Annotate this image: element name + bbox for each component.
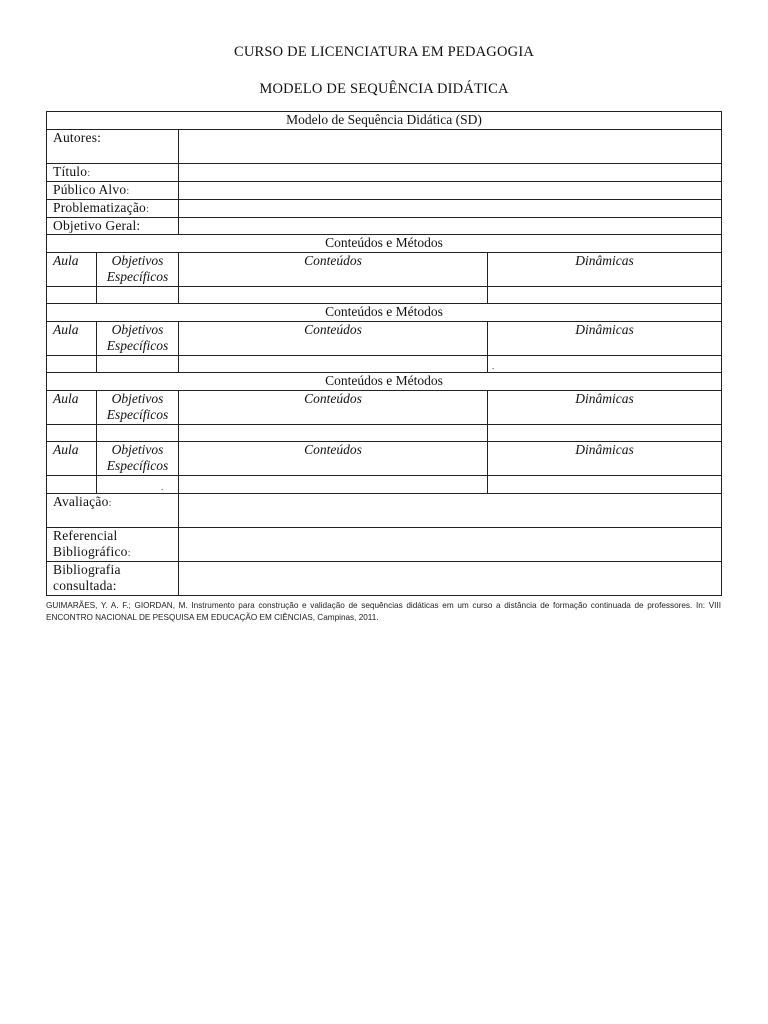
table-title: Modelo de Sequência Didática (SD) xyxy=(47,112,722,130)
column-header-objetivos: Objetivos Específicos xyxy=(97,391,179,425)
column-header-dinamicas: Dinâmicas xyxy=(488,253,722,287)
label-publico-alvo: Público Alvo: xyxy=(47,182,179,200)
cell-objetivos[interactable] xyxy=(97,356,179,373)
cell-conteudos[interactable] xyxy=(179,425,488,442)
cell-objetivos[interactable] xyxy=(97,476,179,494)
label-titulo: Título: xyxy=(47,164,179,182)
reference-citation: GUIMARÃES, Y. A. F.; GIORDAN, M. Instrumento para construção e validação de sequências didáticas em um curso a distância de formação continuada de professores. In: VIII ENCONTRO NACIONAL DE PESQUISA EM EDUCAÇÃO EM CIÊNCIAS, Campinas, 2011. xyxy=(46,601,721,622)
cell-conteudos[interactable] xyxy=(179,476,488,494)
cell-objetivos[interactable] xyxy=(97,425,179,442)
label-objetivo-geral: Objetivo Geral: xyxy=(47,218,179,235)
section-title: Conteúdos e Métodos xyxy=(47,235,722,253)
label-bibliografia-consultada: Bibliografia consultada: xyxy=(47,562,179,596)
column-header-objetivos: Objetivos Específicos xyxy=(97,253,179,287)
column-header-conteudos: Conteúdos xyxy=(179,442,488,476)
column-header-aula: Aula xyxy=(47,322,97,356)
label-avaliacao: Avaliação: xyxy=(47,494,179,528)
cell-aula[interactable] xyxy=(47,425,97,442)
section-title: Conteúdos e Métodos xyxy=(47,304,722,322)
field-problematizacao[interactable] xyxy=(179,200,722,218)
field-avaliacao[interactable] xyxy=(179,494,722,528)
field-bibliografia-consultada[interactable] xyxy=(179,562,722,596)
cell-objetivos[interactable] xyxy=(97,287,179,304)
column-header-dinamicas: Dinâmicas xyxy=(488,442,722,476)
column-header-aula: Aula xyxy=(47,442,97,476)
field-referencial-bibliografico[interactable] xyxy=(179,528,722,562)
stray-dot: . xyxy=(492,361,495,371)
cell-dinamicas[interactable] xyxy=(488,425,722,442)
label-problematizacao: Problematização: xyxy=(47,200,179,218)
field-publico-alvo[interactable] xyxy=(179,182,722,200)
column-header-aula: Aula xyxy=(47,253,97,287)
cell-aula[interactable] xyxy=(47,287,97,304)
column-header-conteudos: Conteúdos xyxy=(179,322,488,356)
column-header-objetivos: Objetivos Específicos xyxy=(97,442,179,476)
document-title: MODELO DE SEQUÊNCIA DIDÁTICA xyxy=(259,81,509,97)
stray-dot: . xyxy=(161,482,164,492)
cell-conteudos[interactable] xyxy=(179,356,488,373)
cell-dinamicas[interactable] xyxy=(488,287,722,304)
column-header-dinamicas: Dinâmicas xyxy=(488,322,722,356)
cell-dinamicas[interactable] xyxy=(488,476,722,494)
label-referencial-bibliografico: Referencial Bibliográfico: xyxy=(47,528,179,562)
column-header-conteudos: Conteúdos xyxy=(179,253,488,287)
column-header-conteudos: Conteúdos xyxy=(179,391,488,425)
column-header-objetivos: Objetivos Específicos xyxy=(97,322,179,356)
column-header-aula: Aula xyxy=(47,391,97,425)
cell-dinamicas[interactable] xyxy=(488,356,722,373)
section-title: Conteúdos e Métodos xyxy=(47,373,722,391)
cell-conteudos[interactable] xyxy=(179,287,488,304)
sequence-form-table xyxy=(46,111,722,596)
cell-aula[interactable] xyxy=(47,356,97,373)
course-title: CURSO DE LICENCIATURA EM PEDAGOGIA xyxy=(233,44,535,60)
cell-aula[interactable] xyxy=(47,476,97,494)
field-titulo[interactable] xyxy=(179,164,722,182)
label-autores: Autores: xyxy=(47,130,179,164)
column-header-dinamicas: Dinâmicas xyxy=(488,391,722,425)
field-objetivo-geral[interactable] xyxy=(179,218,722,235)
field-autores[interactable] xyxy=(179,130,722,164)
